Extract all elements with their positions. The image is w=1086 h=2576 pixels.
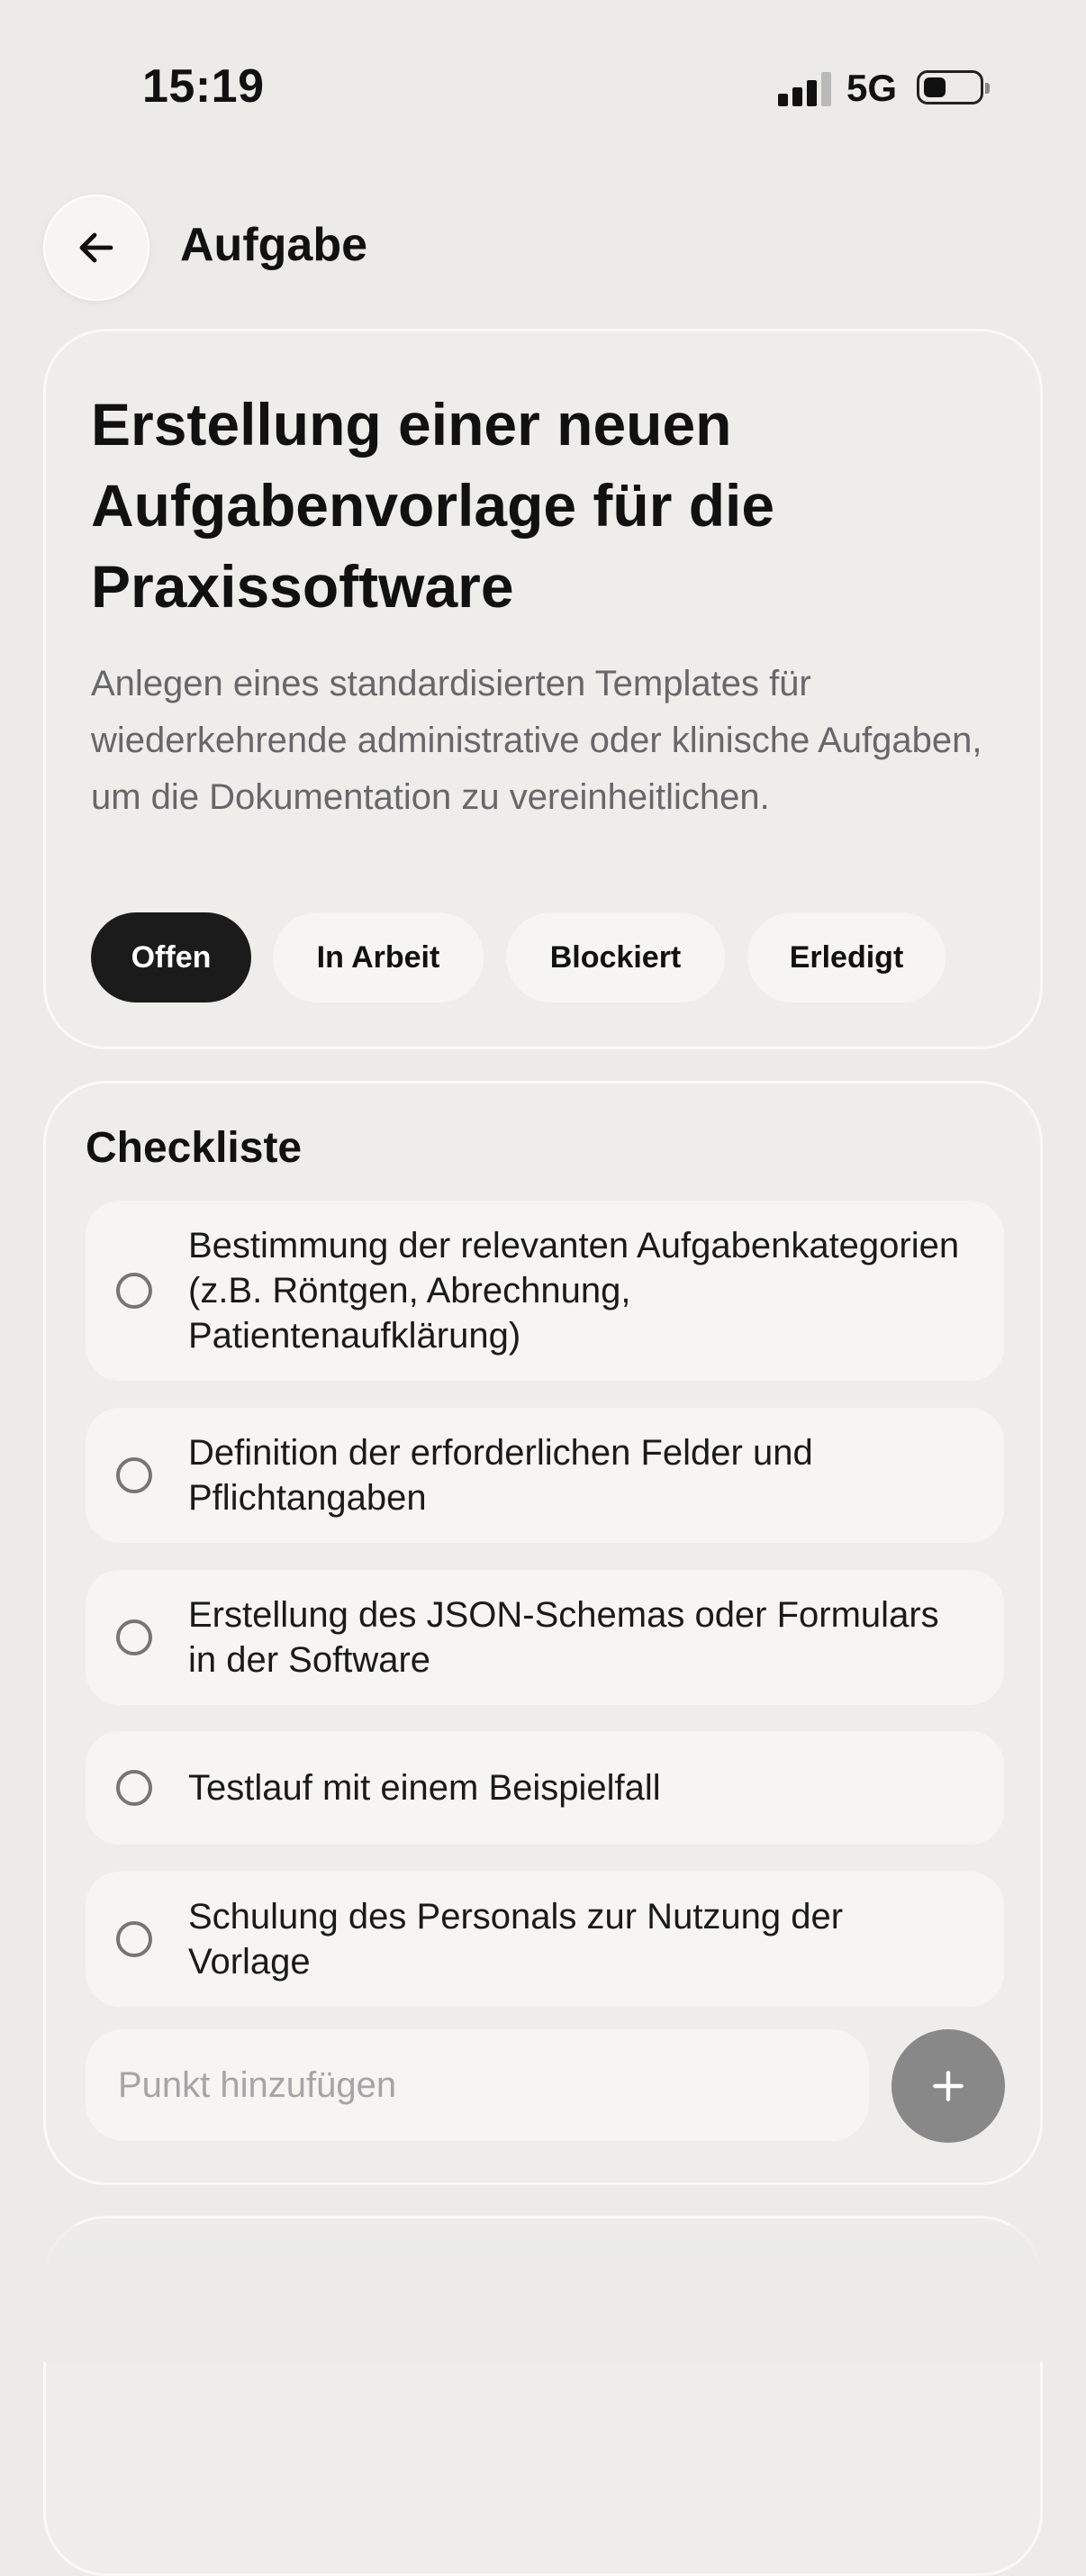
checklist-card [43, 1081, 1043, 2185]
add-item-button[interactable] [891, 2029, 1005, 2143]
bottom-fade [0, 2225, 1086, 2362]
network-label: 5G [846, 67, 898, 109]
status-pill-blockiert[interactable]: Blockiert [506, 912, 725, 1002]
back-button[interactable] [43, 195, 149, 301]
checklist-item-label: Erstellung des JSON-Schemas oder Formulars in der Software [188, 1595, 939, 1680]
checkbox-circle-icon[interactable] [116, 1770, 152, 1806]
status-bar [0, 0, 1086, 180]
checkbox-circle-icon[interactable] [116, 1457, 152, 1493]
checkbox-circle-icon[interactable] [116, 1273, 152, 1309]
arrow-left-icon [75, 226, 118, 269]
checklist-item[interactable] [86, 1201, 1004, 1381]
checklist-item-label: Testlauf mit einem Beispielfall [188, 1768, 661, 1808]
status-time: 15:19 [142, 60, 265, 113]
battery-icon [917, 70, 983, 104]
checklist-title: Checkliste [86, 1124, 303, 1172]
checklist-item[interactable] [86, 1570, 1004, 1705]
checklist-item[interactable] [86, 1731, 1004, 1845]
status-pill-erledigt[interactable]: Erledigt [747, 912, 946, 1002]
checkbox-circle-icon[interactable] [116, 1921, 152, 1957]
checklist-item-label: Bestimmung der relevanten Aufgabenkategorien (z.B. Röntgen, Abrechnung, Patientenaufklärung) [188, 1226, 960, 1356]
checklist-item-label: Schulung des Personals zur Nutzung der Vorlage [188, 1897, 844, 1982]
page-title: Aufgabe [180, 219, 367, 271]
plus-icon [928, 2066, 968, 2106]
status-pill-offen[interactable]: Offen [91, 912, 251, 1002]
signal-icon [778, 72, 832, 106]
task-card [43, 329, 1043, 1049]
checklist-item[interactable] [86, 1872, 1004, 2007]
task-description: Anlegen eines standardisierten Templates für wiederkehrende administrative oder klinische Aufgaben, um die Dokumentation zu vereinheitlichen. [91, 664, 982, 817]
task-title: Erstellung einer neuen Aufgabenvorlage für die Praxissoftware [91, 391, 775, 620]
checklist-item[interactable] [86, 1408, 1004, 1543]
add-item-input[interactable] [86, 2029, 869, 2141]
status-pill-in-arbeit[interactable]: In Arbeit [273, 912, 484, 1002]
checkbox-circle-icon[interactable] [116, 1619, 152, 1655]
checklist-item-label: Definition der erforderlichen Felder und Pflichtangaben [188, 1433, 813, 1518]
